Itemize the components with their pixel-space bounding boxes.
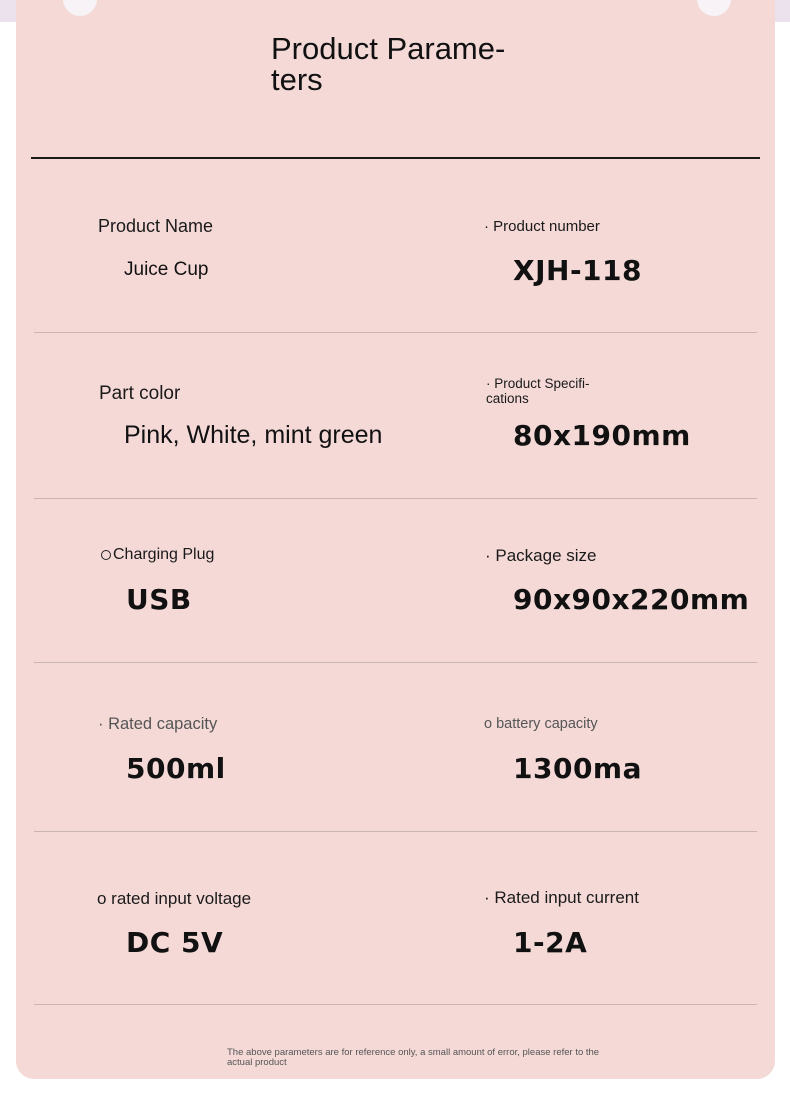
battery-capacity-label: o battery capacity: [484, 716, 598, 732]
product-name-value: Juice Cup: [124, 259, 209, 280]
title-divider: [31, 157, 760, 159]
part-color-value: Pink, White, mint green: [124, 421, 383, 449]
rated-capacity-value: 500ml: [126, 752, 226, 785]
page-title: Product Parame- ters: [271, 31, 506, 97]
rated-input-current-value: 1-2A: [513, 926, 588, 959]
parameters-card: [16, 0, 775, 1079]
row-divider: [34, 1004, 757, 1005]
circle-bullet-icon: [101, 550, 111, 560]
product-specifications-value: 80x190mm: [513, 419, 691, 452]
charging-plug-value: USB: [126, 583, 192, 616]
product-number-label: · Product number: [484, 218, 600, 235]
decorative-knob-right: [697, 0, 731, 16]
row-divider: [34, 662, 757, 663]
rated-input-voltage-label: o rated input voltage: [97, 889, 252, 908]
decorative-knob-left: [63, 0, 97, 16]
package-size-label: · Package size: [485, 546, 597, 565]
product-specifications-label: · Product Specifi- cations: [486, 376, 590, 406]
battery-capacity-value: 1300ma: [513, 752, 642, 785]
rated-capacity-label: · Rated capacity: [98, 715, 218, 733]
product-name-label: Product Name: [98, 216, 214, 236]
row-divider: [34, 332, 757, 333]
row-divider: [34, 498, 757, 499]
disclaimer-footnote: The above parameters are for reference only, a small amount of error, please refer to the actual product: [227, 1047, 600, 1068]
product-number-value: XJH-118: [513, 254, 643, 287]
rated-input-voltage-value: DC 5V: [126, 926, 224, 959]
row-divider: [34, 831, 757, 832]
charging-plug-label-text: Charging Plug: [113, 546, 215, 563]
package-size-value: 90x90x220mm: [513, 583, 750, 616]
charging-plug-label: [101, 546, 214, 564]
part-color-label: Part color: [99, 383, 181, 404]
rated-input-current-label: · Rated input current: [484, 888, 639, 907]
